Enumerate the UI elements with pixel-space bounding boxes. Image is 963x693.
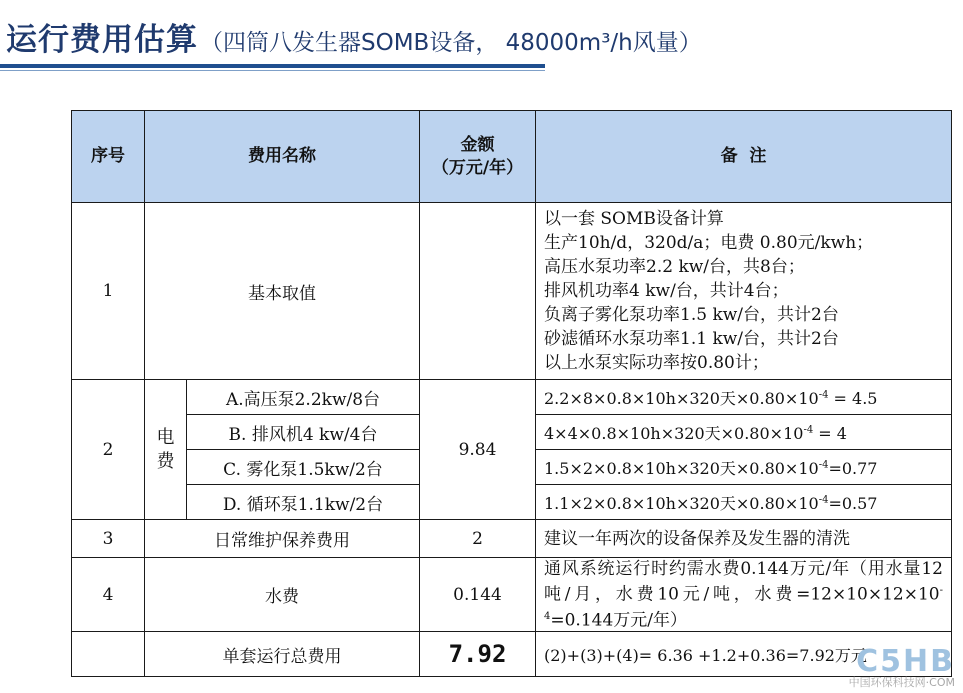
remark-line: 砂滤循环水泵功率1.1 kw/台，共计2台 bbox=[544, 329, 839, 349]
total-seq bbox=[72, 632, 145, 677]
total-amount: 7.92 bbox=[420, 632, 536, 677]
total-remark: (2)+(3)+(4)= 6.36 +1.2+0.36=7.92万元 bbox=[536, 632, 952, 677]
title-subtitle: （四筒八发生器SOMB设备， 48000m³/h风量） bbox=[200, 30, 702, 56]
watermark-text: 中国环保科技网·COM bbox=[848, 676, 955, 689]
remark-line: 高压水泵功率2.2 kw/台，共8台； bbox=[544, 257, 805, 277]
item-name: D. 循环泵1.1kw/2台 bbox=[187, 485, 420, 520]
row3-name: 日常维护保养费用 bbox=[145, 520, 420, 558]
remark-line: 以一套 SOMB设备计算 bbox=[544, 209, 724, 229]
table-row bbox=[72, 520, 952, 558]
total-name: 单套运行总费用 bbox=[145, 632, 420, 677]
title-underline-thin bbox=[0, 70, 545, 71]
row1-amount bbox=[420, 203, 536, 380]
watermark-logo: C5HB bbox=[856, 644, 955, 679]
header-row bbox=[72, 111, 952, 203]
item-name: A.高压泵2.2kw/8台 bbox=[187, 380, 420, 415]
item-name: C. 雾化泵1.5kw/2台 bbox=[187, 450, 420, 485]
title-main: 运行费用估算 bbox=[6, 22, 198, 58]
title-underline bbox=[0, 64, 545, 68]
table-row bbox=[72, 632, 952, 677]
row1-name: 基本取值 bbox=[145, 203, 420, 380]
table-row bbox=[72, 558, 952, 632]
row3-seq: 3 bbox=[72, 520, 145, 558]
item-formula: 1.1×2×0.8×10h×320天$\times 0.80\times 10^{-4}=0.57$ bbox=[536, 485, 952, 520]
row4-amount: 0.144 bbox=[420, 558, 536, 632]
remark-line: 负离子雾化泵功率1.5 kw/台，共计2台 bbox=[544, 305, 839, 325]
row2-seq: 2 bbox=[72, 380, 145, 520]
remark-line: 以上水泵实际功率按0.80计； bbox=[544, 353, 769, 373]
slide-title bbox=[6, 14, 702, 58]
table-row bbox=[72, 380, 952, 415]
row1-remark bbox=[536, 203, 952, 380]
header-amount: 金额 （万元/年） bbox=[420, 111, 536, 203]
row4-seq: 4 bbox=[72, 558, 145, 632]
item-formula: 2.2×8×0.8×10h×320天$\times 0.80\times 10^{-4} = 4.5$ bbox=[536, 380, 952, 415]
table-row bbox=[72, 203, 952, 380]
header-seq: 序号 bbox=[72, 111, 145, 203]
row4-name: 水费 bbox=[145, 558, 420, 632]
row2-amount: 9.84 bbox=[420, 380, 536, 520]
row2-category: 电 费 bbox=[145, 380, 187, 520]
header-remark: 备 注 bbox=[536, 111, 952, 203]
remark-line: 生产10h/d，320d/a；电费 0.80元/kwh； bbox=[544, 233, 874, 253]
remark-line: 排风机功率4 kw/台，共计4台； bbox=[544, 281, 789, 301]
row4-remark: 通风系统运行时约需水费0.144万元/年（用水量12吨/月，水费10元/吨，水费$=12\times 10\times 12\times 10^{-4}=0.144$万元/年） bbox=[536, 558, 952, 632]
item-formula: 1.5×2×0.8×10h×320天$\times 0.80\times 10^{-4}=0.77$ bbox=[536, 450, 952, 485]
header-name: 费用名称 bbox=[145, 111, 420, 203]
item-formula: 4×4×0.8×10h×320天$\times 0.80\times 10^{-4} = 4$ bbox=[536, 415, 952, 450]
cost-table bbox=[71, 110, 952, 677]
row1-seq: 1 bbox=[72, 203, 145, 380]
row3-remark: 建议一年两次的设备保养及发生器的清洗 bbox=[536, 520, 952, 558]
item-name: B. 排风机4 kw/4台 bbox=[187, 415, 420, 450]
watermark bbox=[848, 644, 955, 689]
row3-amount: 2 bbox=[420, 520, 536, 558]
